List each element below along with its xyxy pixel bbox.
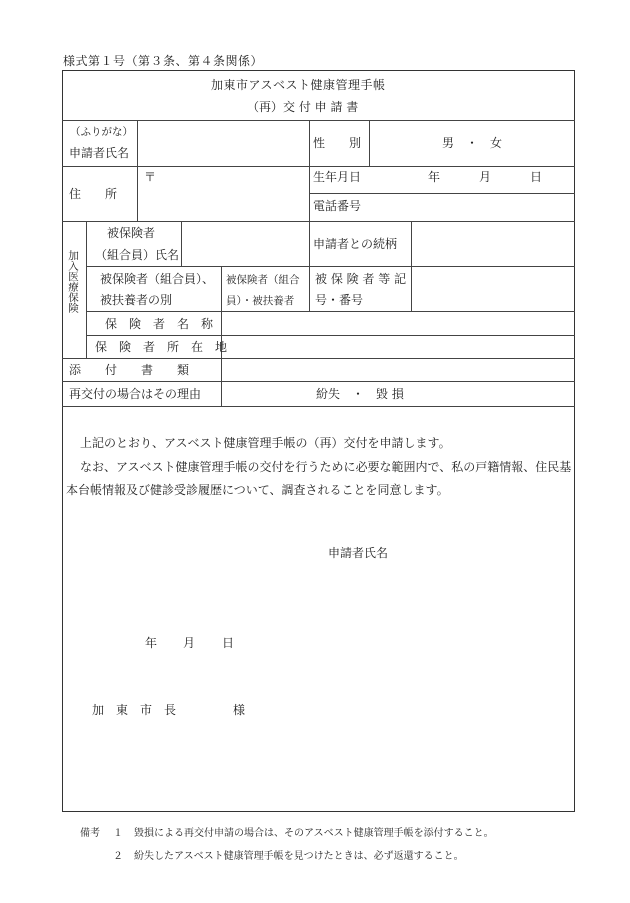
insured-dependent-label-1: 被保険者（組合員）、	[100, 272, 215, 286]
divider	[411, 221, 412, 311]
birthdate-label: 生年月日	[313, 170, 362, 184]
gender-options[interactable]: 男 ・ 女	[442, 136, 503, 150]
notes-label: 備考	[80, 828, 100, 839]
note-1-text: 毀損による再交付申請の場合は、そのアスベスト健康管理手帳を添付すること。	[134, 828, 494, 839]
gender-label: 性 別	[313, 136, 362, 150]
insured-name-label-2: （組合員）氏名	[95, 248, 180, 262]
relationship-label: 申請者との続柄	[313, 237, 398, 251]
divider	[137, 120, 138, 221]
insured-option-1[interactable]: 被保険者（組合	[226, 274, 300, 286]
declaration-text	[66, 432, 572, 503]
divider	[369, 120, 370, 166]
application-month-label: 月	[183, 636, 196, 650]
postal-mark: 〒	[144, 170, 157, 184]
form-title: 加東市アスベスト健康管理手帳	[211, 78, 386, 92]
divider	[62, 221, 575, 222]
reissue-reason-options[interactable]: 紛失 ・ 毀 損	[316, 387, 404, 401]
divider	[86, 266, 575, 267]
divider	[62, 120, 575, 121]
insured-dependent-label-2: 被扶養者の別	[100, 293, 173, 307]
signature-label: 申請者氏名	[328, 546, 389, 560]
divider	[221, 266, 222, 406]
divider	[62, 381, 575, 382]
addressee: 加 東 市 長	[92, 703, 177, 717]
form-subtitle: （再）交 付 申 請 書	[247, 100, 359, 114]
insurance-symbol-label-1: 被 保 険 者 等 記	[315, 272, 407, 286]
honorific: 様	[233, 703, 246, 717]
divider	[309, 221, 310, 311]
furigana-label: （ふりがな）	[70, 126, 133, 138]
insurance-symbol-label-2: 号・番号	[315, 293, 364, 307]
divider	[86, 221, 87, 358]
application-year-label: 年	[145, 636, 158, 650]
form-number: 様式第１号（第３条、第４条関係）	[63, 54, 264, 68]
applicant-name-label: 申請者氏名	[69, 146, 130, 160]
divider	[309, 120, 310, 221]
divider	[86, 311, 575, 312]
insured-option-2[interactable]: 員）・被扶養者	[226, 295, 295, 307]
divider	[62, 406, 575, 407]
declaration-line-1: 上記のとおり、アスベスト健康管理手帳の（再）交付を申請します。	[80, 436, 451, 450]
divider	[86, 335, 575, 336]
birth-year-label: 年	[428, 170, 441, 184]
divider	[181, 221, 182, 266]
application-day-label: 日	[222, 636, 235, 650]
reissue-reason-label: 再交付の場合はその理由	[69, 387, 202, 401]
divider	[62, 358, 575, 359]
note-1-number: １	[113, 828, 123, 839]
note-2-text: 紛失したアスベスト健康管理手帳を見つけたときは、必ず返還すること。	[134, 851, 464, 862]
declaration-line-2: なお、アスベスト健康管理手帳の交付を行うために必要な範囲内で、私の戸籍情報、住民基本台帳情報及び健診受診履歴について、調査されることを同意します。	[66, 459, 572, 497]
insured-name-label-1: 被保険者	[107, 226, 156, 240]
birth-day-label: 日	[530, 170, 543, 184]
divider	[309, 193, 575, 194]
insurer-name-label: 保 険 者 名 称	[105, 317, 214, 331]
insurance-section-label: 加入医療保険	[67, 250, 79, 313]
divider	[62, 166, 575, 167]
birth-month-label: 月	[479, 170, 492, 184]
phone-label: 電話番号	[313, 199, 362, 213]
insurer-address-label: 保 険 者 所 在 地	[95, 340, 228, 354]
attachments-label: 添 付 書 類	[69, 363, 190, 377]
note-2-number: ２	[113, 851, 123, 862]
address-label: 住 所	[69, 187, 118, 201]
